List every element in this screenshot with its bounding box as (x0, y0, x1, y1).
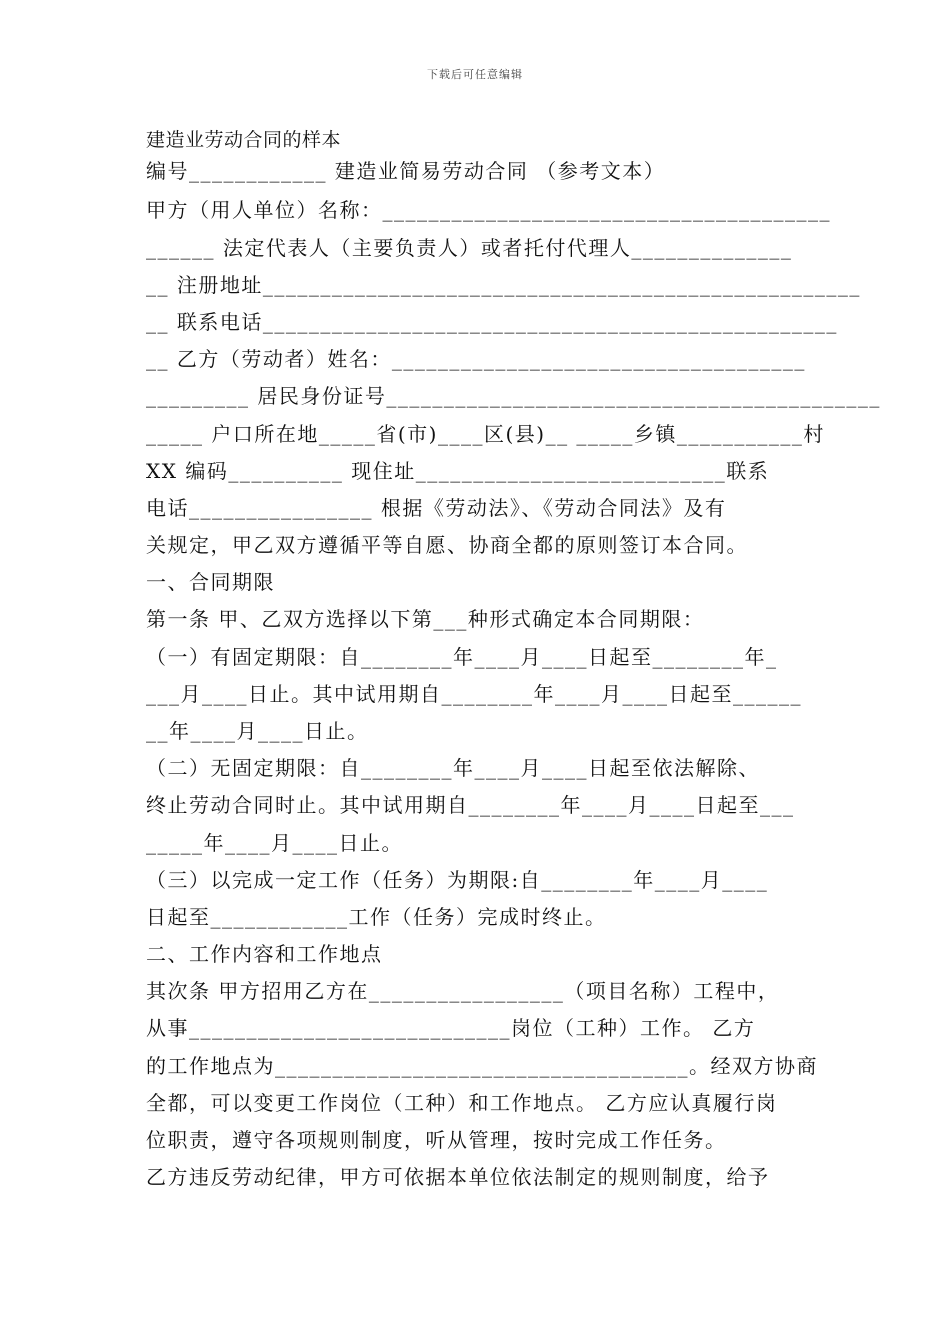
text-line: __年____月____日止。 (146, 719, 369, 743)
text-line: XX 编码__________ 现住址___________________________联系 (146, 459, 770, 483)
text-line: _____年____月____日止。 (146, 831, 403, 855)
text-line: 乙方违反劳动纪律，甲方可依据本单位依法制定的规则制度，给予 (146, 1165, 770, 1189)
text-line: 第一条 甲、乙双方选择以下第___种形式确定本合同期限： (146, 607, 705, 631)
text-line: 的工作地点为____________________________________。经双方协商 (146, 1054, 818, 1078)
page-header: 下载后可任意编辑 (427, 68, 523, 81)
text-line: _________ 居民身份证号___________________________________________ (146, 384, 881, 408)
text-line: __ 联系电话__________________________________________________ (146, 310, 838, 334)
text-line: 电话________________ 根据《劳动法》、《劳动合同法》及有 (146, 496, 727, 520)
text-line: _____ 户口所在地_____省(市)____区(县)__ _____乡镇___________村 (146, 422, 825, 446)
text-line: （三）以完成一定工作（任务）为期限:自________年____月____ (146, 868, 769, 892)
text-line: 位职责，遵守各项规则制度，听从管理，按时完成工作任务。 (146, 1128, 727, 1152)
section-heading: 一、合同期限 (146, 570, 275, 594)
section-heading: 二、工作内容和工作地点 (146, 942, 383, 966)
text-line: 全都，可以变更工作岗位（工种）和工作地点。 乙方应认真履行岗 (146, 1091, 778, 1115)
text-line: 其次条 甲方招用乙方在_________________（项目名称）工程中， (146, 979, 780, 1003)
text-line: （一）有固定期限：自________年____月____日起至________年_ (146, 645, 778, 669)
text-line: __ 注册地址____________________________________________________ (146, 273, 861, 297)
text-line: （二）无固定期限：自________年____月____日起至依法解除、 (146, 756, 760, 780)
text-line: __ 乙方（劳动者）姓名：____________________________________ (146, 347, 806, 371)
text-line: 终止劳动合同时止。其中试用期自________年____月____日起至___ (146, 793, 795, 817)
text-line: 日起至____________工作（任务）完成时终止。 (146, 905, 607, 929)
document-title: 建造业劳动合同的样本 (146, 129, 342, 151)
text-line: 从事____________________________岗位（工种）工作。 乙方 (146, 1016, 756, 1040)
text-line: 关规定，甲乙双方遵循平等自愿、协商全都的原则签订本合同。 (146, 533, 748, 557)
text-line: ___月____日止。其中试用期自________年____月____日起至______ (146, 682, 802, 706)
text-line: 编号____________ 建造业简易劳动合同 （参考文本） (146, 159, 666, 183)
text-line: ______ 法定代表人（主要负责人）或者托付代理人______________ (146, 236, 793, 260)
text-line: 甲方（用人单位）名称：_______________________________________ (146, 198, 831, 222)
